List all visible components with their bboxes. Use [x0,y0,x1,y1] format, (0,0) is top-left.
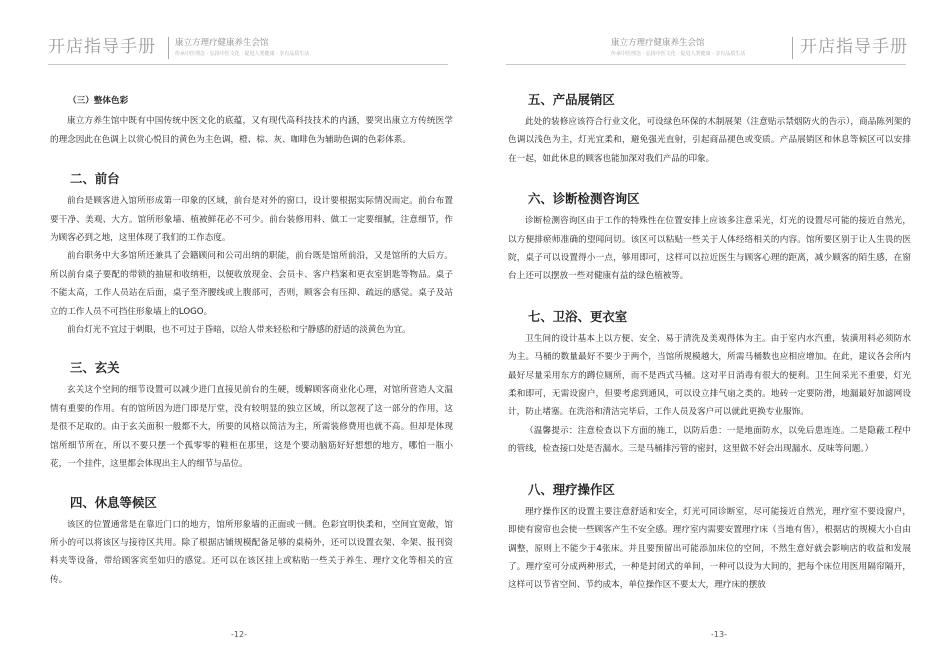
left-sections [48,170,453,589]
left-page-number: -12- [231,630,247,639]
right-sections [506,91,911,595]
section-paragraph: 卫生间的设计基本上以方便、安全、易于清洗及美观得体为主。由于室内水汽重，装潢用料必须防水为主。马桶的数量最好不要少于两个，当馆所规模越大，所需马桶数也应相应增加。在此，建议各会所内最好尽量采用东方的蹲位厕所，而不是西式马桶。这对平日消毒有很大的便利。卫生间采光不重要，灯光柔和即可，无需设窗户，但要考虑到通风，可以设立排气扇之类的。地砖一定要防滑，地漏最好加滤网设计，防止堵塞。在洗浴和清洁完毕后，工作人员及客户可以就此更换专业服饰。 [508,333,911,418]
section-heading: 二、前台 [70,171,120,187]
section-heading: 六、诊断检测咨询区 [528,191,640,207]
right-header-separator [792,37,793,59]
right-page-column [506,80,911,595]
section-paragraph: 前台职务中大多馆所还兼具了会籍顾问和公司出纳的职能，前台既是馆所前沿，又是馆所的大后方。所以前台桌子要配的带锁的抽屉和收纳柜，以便收放现金、会员卡、客户档案和更衣室钥匙等物品。桌子不能太高，工作人员站在后面，桌子至齐腰线或上腹部可，否则，顾客会有压抑、疏远的感觉。桌子及站立的工作人员不可挡住形象墙上的LOGO。 [50,251,453,317]
section-paragraph: 理疗操作区的设置主要注意舒适和安全，灯光可同诊断室，尽可能接近自然光，理疗室不要设窗户，即使有窗帘也会使一些顾客产生不安全感。理疗室内需要安置理疗床（当地有售），根据店的规模大小自由调整，原则上不能少于4张床。并且要预留出可能添加床位的空间，不然生意好就会影响店的收益和发展了。理疗室可分成两种形式，一种是封闭式的单间，一种可以设为大间的，把每个床位用医用隔帘隔开，这样可以节省空间、节约成本，单位操作区不要太大，理疗床的摆放 [508,506,911,591]
section-paragraph: 诊断检测咨询区由于工作的特殊性在位置安排上应该多注意采光，灯光的设置尽可能的接近自然光，以方便排瘀师准确的望闻问切。该区可以粘贴一些关于人体经络相关的内容。馆所要区别于让人生畏的医院，桌子可以设置得小一点，够用即可，这样可以拉近医生与顾客心理的距离，减少顾客的陌生感，在窗台上还可以摆放一些对健康有益的绿色植被等。 [508,216,911,282]
left-header-slogan: 传承中医理念 · 弘扬中医文化 · 促进人类健康 · 享有品质生活 [175,51,310,57]
section-subheading: （三）整体色彩 [68,96,129,106]
section-heading: 三、玄关 [70,360,120,376]
section-heading: 四、休息等候区 [70,494,157,510]
left-header-separator [168,37,169,59]
section-paragraph: 前台是顾客进入馆所形成第一印象的区域，前台是对外的窗口，设计要根据实际情况而定。前台布置要干净、美观、大方。馆所形象墙、植被鲜花必不可少。前台装修用料、做工一定要细腻，注意细节，作为顾客必到之地，这里体现了我们的工作态度。 [50,196,453,244]
left-header-brand: 康立方理疗健康养生会馆 [175,38,269,48]
page-header [0,0,952,72]
left-header-title: 开店指导手册 [48,37,156,57]
left-page-column [48,80,453,589]
right-header-brand: 康立方理疗健康养生会馆 [611,38,705,48]
right-header-rule [506,64,906,65]
section-heading: 八、理疗操作区 [528,481,615,497]
section-paragraph: （温馨提示：注意检查以下方面的施工，以防后患：一是地面防水，以免后患连连。二是隐蔽工程中的管线，检查接口处是否漏水。三是马桶排污管的密封，这里做不好会出现漏水、反味等问题。） [508,425,911,455]
section-paragraph: 该区的位置通常是在靠近门口的地方，馆所形象墙的正面或一侧。色彩宜明快柔和，空间宜宽敞，馆所小的可以将该区与接待区共用。除了根据店铺规模配备足够的桌椅外，还可以设置衣架、伞架、报刊资料夹等设备，带给顾客宾至如归的感觉。还可以在该区挂上或粘贴一些关于养生、理疗文化等相关的宣传。 [50,519,453,585]
section-paragraph: 康立方养生馆中既有中国传统中医文化的底蕴，又有现代高科技技术的内涵，要突出康立方传统医学的理念因此在色调上以赏心悦目的黄色为主色调，橙、棕、灰、咖啡色为辅助色调的色彩体系。 [50,116,453,145]
section-heading: 五、产品展销区 [528,92,615,107]
right-header-slogan: 传承中医理念 · 弘扬中医文化 · 促进人类健康 · 享有品质生活 [611,51,746,57]
right-header-title: 开店指导手册 [800,37,908,57]
section-paragraph: 玄关这个空间的细节设置可以减少进门直接见前台的生硬，缓解顾客商业化心理，对馆所营造人文温情有重要的作用。有的馆所因为进门即是厅堂，没有较明显的独立区域，所以忽视了这一部分的作用，这是很不足取的。由于玄关面积一般都不大，所要的风格以简洁为主，所需装修费用也就不高。但却是体现馆所细节所在，所以不要只摆一个孤零零的鞋柜在那里，这是个要动脑筋好好想想的地方，哪怕一瓶小花，一个挂件，这里都会体现出主人的细节与品位。 [50,385,453,470]
left-header-rule [48,64,448,65]
section-paragraph: 此处的装修应该符合行业文化，可设绿色环保的木制展架（注意贴示禁烟防火的告示），商品陈列架的色调以浅色为主，灯光宜柔和，避免强光直射，引起商品褪色或变质。产品展销区和休息等候区可以安排在一起，如此休息的顾客也能加深对我们产品的印象。 [508,117,911,164]
section-heading: 七、卫浴、更衣室 [528,308,628,324]
right-page-number: -13- [711,630,727,639]
section-paragraph: 前台灯光不宜过于刺眼，也不可过于昏暗，以给人带来轻松和宁静感的舒适的淡黄色为宜。 [67,325,411,336]
